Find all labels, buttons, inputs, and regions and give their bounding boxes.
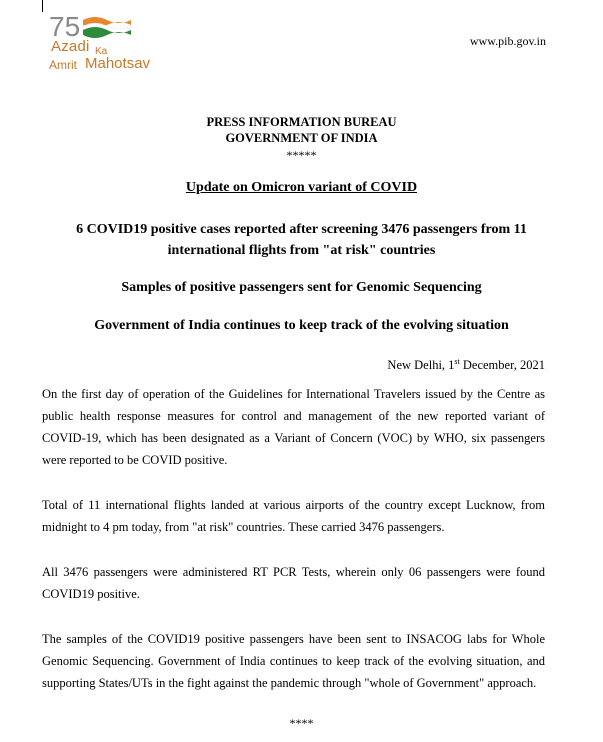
org-name: PRESS INFORMATION BUREAU [206, 115, 397, 129]
logo-ka-text: Ka [95, 46, 108, 57]
dateline-ordinal: st [454, 357, 460, 366]
logo-mahotsav-text: Mahotsav [85, 55, 151, 72]
headline-1-text: 6 COVID19 positive cases reported after screening 3476 passengers from 11 international flights from "at risk" countries [76, 222, 527, 258]
closing-separator: **** [289, 716, 314, 730]
website-link[interactable]: www.pib.gov.in [469, 34, 546, 48]
org-government: GOVERNMENT OF INDIA [225, 131, 378, 145]
paragraph-4: The samples of the COVID19 positive passengers have been sent to INSACOG labs for Whole Genomic Sequencing. Government of India continues to keep track of the evolving situation, and supporting States/UTs in the fight against the pandemic through "whole of Government" approach. [42, 632, 545, 690]
paragraph-3: All 3476 passengers were administered RT PCR Tests, wherein only 06 passengers were found COVID19 positive. [42, 565, 545, 601]
headline-2: Samples of positive passengers sent for Genomic Sequencing [121, 280, 482, 295]
logo-numeral: 75 [49, 12, 81, 42]
headline-1 [0, 219, 603, 261]
logo-amrit-text: Amrit [49, 58, 77, 72]
dateline-date: December, 2021 [459, 358, 545, 373]
headline-3: Government of India continues to keep track of the evolving situation [94, 318, 509, 333]
paragraph-1: On the first day of operation of the Guidelines for International Travelers issued by the Centre as public health response measures for control and management of the new reported variant of COVID-19, which has been designated as a Variant of Concern (VOC) by WHO, six passengers were reported to be COVID positive. [42, 387, 545, 467]
page-border-mark [42, 0, 43, 12]
azadi-ka-amrit-mahotsav-logo [49, 12, 189, 76]
header-separator: ***** [286, 148, 317, 162]
dateline-place: New Delhi, 1 [387, 358, 455, 373]
logo-azadi-text: Azadi [51, 38, 90, 55]
dateline [387, 357, 545, 373]
paragraph-2: Total of 11 international flights landed at various airports of the country except Lucknow, from midnight to 4 pm today, from "at risk" countries. These carried 3476 passengers. [42, 498, 545, 534]
page-title: Update on Omicron variant of COVID [185, 180, 418, 195]
